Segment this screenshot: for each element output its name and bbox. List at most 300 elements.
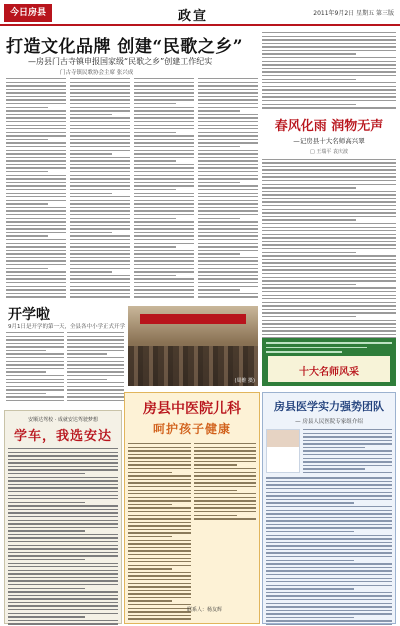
text-line bbox=[128, 525, 191, 526]
text-line bbox=[198, 246, 258, 247]
text-line bbox=[128, 568, 172, 569]
text-line bbox=[262, 32, 396, 33]
text-line bbox=[6, 157, 66, 158]
text-line bbox=[134, 286, 194, 287]
text-line bbox=[134, 275, 176, 276]
text-line bbox=[67, 368, 125, 369]
text-line bbox=[8, 452, 118, 453]
text-line bbox=[134, 185, 194, 186]
text-line bbox=[8, 487, 118, 488]
text-line bbox=[128, 583, 191, 584]
text-line bbox=[70, 214, 130, 215]
text-line bbox=[134, 164, 194, 165]
text-line bbox=[262, 169, 396, 170]
text-line bbox=[6, 175, 66, 176]
text-line bbox=[262, 39, 396, 40]
text-line bbox=[6, 275, 66, 276]
text-line bbox=[198, 293, 258, 294]
text-line bbox=[262, 219, 356, 220]
text-line bbox=[128, 522, 191, 523]
text-line bbox=[70, 182, 130, 183]
text-line bbox=[134, 296, 194, 297]
text-line bbox=[198, 210, 258, 211]
text-line bbox=[67, 346, 125, 347]
text-line bbox=[128, 590, 191, 591]
text-line bbox=[128, 450, 191, 451]
text-line bbox=[262, 209, 396, 210]
text-line bbox=[6, 293, 66, 294]
text-line bbox=[194, 511, 257, 512]
text-line bbox=[8, 588, 85, 589]
text-line bbox=[6, 135, 66, 136]
text-line bbox=[6, 357, 64, 358]
text-line bbox=[262, 302, 396, 303]
text-line bbox=[70, 207, 130, 208]
text-line bbox=[266, 563, 392, 564]
text-line bbox=[70, 89, 130, 90]
text-line bbox=[67, 371, 125, 372]
text-line bbox=[70, 85, 130, 86]
text-line bbox=[6, 243, 66, 244]
text-line bbox=[262, 75, 396, 76]
lead-column bbox=[6, 78, 66, 304]
school-photo bbox=[128, 306, 258, 386]
text-line bbox=[194, 493, 257, 494]
text-line bbox=[128, 464, 191, 465]
text-line bbox=[134, 121, 194, 122]
text-line bbox=[6, 182, 66, 183]
text-line bbox=[262, 68, 396, 69]
text-line bbox=[198, 228, 258, 229]
text-line bbox=[198, 207, 258, 208]
text-line bbox=[8, 473, 85, 474]
text-line bbox=[266, 620, 392, 621]
text-line bbox=[266, 603, 392, 604]
text-line bbox=[266, 613, 392, 614]
text-line bbox=[262, 64, 396, 65]
text-line bbox=[262, 89, 396, 90]
text-line bbox=[6, 107, 48, 108]
text-line bbox=[198, 157, 258, 158]
text-line bbox=[70, 239, 130, 240]
text-line bbox=[8, 623, 118, 624]
text-line bbox=[6, 232, 66, 233]
text-line bbox=[6, 117, 66, 118]
text-line bbox=[266, 599, 392, 600]
text-line bbox=[262, 323, 396, 324]
text-line bbox=[8, 520, 118, 521]
photo-banner bbox=[140, 314, 246, 324]
text-line bbox=[198, 89, 258, 90]
text-line bbox=[8, 484, 118, 485]
text-line bbox=[194, 479, 257, 480]
text-line bbox=[198, 103, 258, 104]
text-line bbox=[198, 296, 258, 297]
text-line bbox=[70, 103, 130, 104]
text-line bbox=[8, 591, 118, 592]
text-line bbox=[262, 223, 396, 224]
text-line bbox=[134, 250, 194, 251]
text-line bbox=[6, 150, 66, 151]
text-line bbox=[262, 316, 356, 317]
ad-body bbox=[8, 448, 118, 626]
text-line bbox=[266, 606, 392, 607]
lead-column bbox=[198, 78, 258, 304]
text-line bbox=[6, 253, 66, 254]
text-line bbox=[134, 210, 194, 211]
text-line bbox=[194, 482, 257, 483]
text-line bbox=[6, 82, 66, 83]
text-line bbox=[8, 577, 118, 578]
text-line bbox=[134, 171, 194, 172]
text-line bbox=[128, 515, 191, 516]
text-line bbox=[303, 468, 365, 469]
text-line bbox=[6, 210, 66, 211]
text-line bbox=[198, 139, 258, 140]
text-line bbox=[6, 103, 66, 104]
text-line bbox=[134, 264, 194, 265]
text-line bbox=[6, 78, 66, 79]
text-line bbox=[6, 382, 64, 383]
text-line bbox=[6, 207, 66, 208]
text-line bbox=[70, 82, 130, 83]
text-line bbox=[262, 176, 396, 177]
text-line bbox=[70, 167, 130, 168]
text-line bbox=[70, 225, 130, 226]
text-line bbox=[134, 114, 194, 115]
text-line bbox=[266, 531, 354, 532]
text-line bbox=[198, 178, 258, 179]
text-line bbox=[134, 289, 194, 290]
text-line bbox=[266, 552, 392, 553]
text-line bbox=[194, 515, 238, 516]
text-line bbox=[128, 447, 191, 448]
text-line bbox=[67, 339, 125, 340]
text-line bbox=[198, 96, 258, 97]
text-line bbox=[8, 609, 118, 610]
text-line bbox=[262, 201, 396, 202]
text-line bbox=[198, 82, 258, 83]
text-line bbox=[198, 200, 258, 201]
feature-credit: □ 王瑞平 袁庆波 bbox=[310, 148, 348, 155]
text-line bbox=[70, 289, 130, 290]
text-line bbox=[134, 260, 194, 261]
text-line bbox=[134, 278, 194, 279]
text-line bbox=[67, 382, 125, 383]
text-line bbox=[70, 117, 130, 118]
text-line bbox=[8, 455, 118, 456]
ad-contact: 联系人：杨友辉 bbox=[187, 607, 223, 613]
text-line bbox=[128, 547, 191, 548]
text-line bbox=[198, 142, 258, 143]
text-line bbox=[194, 518, 257, 519]
text-line bbox=[6, 218, 66, 219]
text-line bbox=[128, 461, 191, 462]
text-line bbox=[70, 196, 130, 197]
text-line bbox=[262, 269, 396, 270]
text-line bbox=[67, 375, 125, 376]
text-line bbox=[262, 79, 356, 80]
text-line bbox=[128, 479, 191, 480]
text-line bbox=[262, 50, 396, 51]
text-line bbox=[8, 537, 118, 538]
text-line bbox=[128, 500, 191, 501]
text-line bbox=[8, 570, 118, 571]
lead-headline: 打造文化品牌 创建“民歌之乡” bbox=[6, 37, 243, 57]
text-line bbox=[194, 486, 257, 487]
text-line bbox=[6, 343, 64, 344]
text-line bbox=[198, 99, 258, 100]
text-line bbox=[128, 511, 191, 512]
text-line bbox=[198, 132, 258, 133]
promo-text: 十大名师风采 bbox=[299, 367, 359, 378]
text-line bbox=[262, 334, 396, 335]
text-line bbox=[134, 207, 194, 208]
text-line bbox=[262, 187, 356, 188]
text-line bbox=[262, 284, 356, 285]
text-line bbox=[198, 153, 258, 154]
text-line bbox=[70, 246, 130, 247]
text-line bbox=[70, 268, 130, 269]
text-line bbox=[128, 540, 191, 541]
text-line bbox=[198, 275, 258, 276]
text-line bbox=[8, 573, 118, 574]
article2-headline: 开学啦 bbox=[8, 307, 50, 323]
text-line bbox=[266, 549, 392, 550]
text-line bbox=[70, 128, 130, 129]
text-line bbox=[198, 117, 258, 118]
text-line bbox=[6, 389, 64, 390]
text-line bbox=[70, 146, 130, 147]
pediatrics-ad bbox=[124, 392, 260, 624]
text-line bbox=[198, 260, 258, 261]
text-line bbox=[6, 214, 66, 215]
text-line bbox=[303, 436, 392, 437]
text-line bbox=[262, 82, 396, 83]
right-column-text bbox=[262, 32, 396, 109]
text-line bbox=[6, 361, 64, 362]
text-line bbox=[8, 566, 118, 567]
text-line bbox=[262, 36, 396, 37]
text-line bbox=[6, 200, 66, 201]
text-line bbox=[128, 618, 191, 619]
text-line bbox=[134, 142, 194, 143]
text-line bbox=[262, 184, 396, 185]
text-line bbox=[134, 193, 194, 194]
ad-tagline: 安顺达驾校 · 成就安达驾驶梦想 bbox=[28, 417, 98, 423]
text-line bbox=[70, 243, 130, 244]
text-line bbox=[266, 495, 392, 496]
text-line bbox=[70, 153, 112, 154]
text-line bbox=[128, 611, 191, 612]
text-line bbox=[128, 504, 172, 505]
text-line bbox=[134, 125, 194, 126]
text-line bbox=[67, 353, 107, 354]
text-line bbox=[134, 135, 194, 136]
text-line bbox=[266, 477, 392, 478]
text-line bbox=[266, 624, 392, 625]
text-line bbox=[8, 509, 118, 510]
text-line bbox=[134, 282, 194, 283]
text-line bbox=[266, 570, 392, 571]
text-line bbox=[128, 497, 191, 498]
text-line bbox=[8, 555, 118, 556]
text-line bbox=[6, 193, 66, 194]
text-line bbox=[134, 78, 194, 79]
text-line bbox=[70, 193, 112, 194]
text-line bbox=[128, 443, 191, 444]
text-line bbox=[134, 110, 194, 111]
text-line bbox=[128, 543, 191, 544]
text-line bbox=[8, 516, 118, 517]
text-line bbox=[6, 296, 66, 297]
text-line bbox=[266, 506, 392, 507]
text-line bbox=[262, 104, 356, 105]
text-line bbox=[134, 214, 194, 215]
text-line bbox=[266, 588, 354, 589]
text-line bbox=[262, 312, 396, 313]
text-line bbox=[198, 225, 258, 226]
text-line bbox=[198, 121, 258, 122]
text-line bbox=[198, 175, 258, 176]
text-line bbox=[198, 135, 258, 136]
text-line bbox=[6, 393, 46, 394]
text-line bbox=[128, 536, 172, 537]
text-line bbox=[128, 454, 191, 455]
text-line bbox=[8, 598, 118, 599]
text-line bbox=[128, 608, 191, 609]
text-line bbox=[6, 92, 66, 93]
text-line bbox=[198, 167, 258, 168]
text-line bbox=[70, 218, 130, 219]
text-line bbox=[198, 289, 240, 290]
driving-school-ad bbox=[4, 410, 122, 624]
text-line bbox=[266, 492, 392, 493]
text-line bbox=[6, 142, 66, 143]
text-line bbox=[134, 139, 194, 140]
text-line bbox=[262, 248, 396, 249]
text-line bbox=[262, 259, 396, 260]
text-line bbox=[262, 277, 396, 278]
text-line bbox=[134, 257, 194, 258]
text-line bbox=[70, 264, 130, 265]
text-line bbox=[198, 271, 258, 272]
text-line bbox=[67, 332, 125, 333]
text-line bbox=[128, 550, 191, 551]
text-line bbox=[70, 185, 130, 186]
text-line bbox=[6, 379, 64, 380]
text-line bbox=[8, 523, 118, 524]
promo-banner bbox=[268, 356, 390, 382]
text-line bbox=[266, 617, 354, 618]
text-line bbox=[6, 364, 64, 365]
text-line bbox=[262, 180, 396, 181]
text-line bbox=[262, 100, 396, 101]
text-line bbox=[6, 114, 66, 115]
text-line bbox=[128, 507, 191, 508]
text-line bbox=[6, 203, 48, 204]
text-line bbox=[128, 486, 191, 487]
text-line bbox=[198, 221, 258, 222]
text-line bbox=[262, 61, 396, 62]
text-line bbox=[134, 268, 194, 269]
text-line bbox=[8, 491, 118, 492]
ad-subtitle: 呵护孩子健康 bbox=[152, 422, 231, 436]
ad-subtitle: — 房县人民医院专家组介绍 bbox=[295, 419, 363, 425]
text-line bbox=[6, 400, 64, 401]
text-line bbox=[262, 230, 396, 231]
text-line bbox=[6, 121, 66, 122]
text-line bbox=[198, 239, 258, 240]
text-line bbox=[198, 160, 258, 161]
text-line bbox=[262, 212, 396, 213]
text-line bbox=[8, 605, 118, 606]
text-line bbox=[8, 495, 118, 496]
text-line bbox=[67, 400, 125, 401]
ad-body bbox=[128, 443, 256, 620]
text-line bbox=[134, 225, 194, 226]
text-line bbox=[198, 164, 258, 165]
text-line bbox=[134, 228, 194, 229]
text-line bbox=[198, 286, 258, 287]
text-line bbox=[262, 305, 396, 306]
text-line bbox=[303, 429, 392, 430]
text-line bbox=[67, 361, 125, 362]
lead-column bbox=[134, 78, 194, 304]
text-line bbox=[134, 178, 194, 179]
text-line bbox=[128, 615, 191, 616]
text-line bbox=[6, 189, 66, 190]
feature-subhead: —记房县十大名师高兴翠 bbox=[293, 136, 365, 145]
text-line bbox=[8, 462, 118, 463]
text-line bbox=[266, 513, 392, 514]
text-line bbox=[266, 585, 392, 586]
text-line bbox=[134, 132, 176, 133]
text-line bbox=[134, 271, 194, 272]
text-line bbox=[198, 114, 258, 115]
text-line bbox=[8, 580, 118, 581]
text-line bbox=[8, 545, 118, 546]
text-line bbox=[262, 298, 396, 299]
text-line bbox=[198, 203, 258, 204]
text-line bbox=[6, 225, 66, 226]
text-line bbox=[70, 142, 130, 143]
text-line bbox=[134, 218, 176, 219]
text-line bbox=[6, 89, 66, 90]
text-line bbox=[262, 255, 396, 256]
text-line bbox=[134, 99, 194, 100]
text-line bbox=[70, 271, 112, 272]
text-line bbox=[266, 574, 392, 575]
text-line bbox=[128, 532, 191, 533]
lead-body bbox=[6, 78, 258, 304]
text-line bbox=[6, 164, 66, 165]
text-line bbox=[262, 216, 396, 217]
text-line bbox=[67, 336, 125, 337]
text-line bbox=[266, 535, 392, 536]
text-line bbox=[262, 252, 356, 253]
text-line bbox=[6, 235, 48, 236]
text-line bbox=[70, 260, 130, 261]
text-line bbox=[134, 150, 194, 151]
text-line bbox=[266, 556, 392, 557]
text-line bbox=[198, 185, 258, 186]
text-line bbox=[134, 128, 194, 129]
text-line bbox=[266, 567, 392, 568]
text-line bbox=[134, 182, 194, 183]
text-line bbox=[134, 253, 194, 254]
feature-body bbox=[262, 159, 396, 364]
